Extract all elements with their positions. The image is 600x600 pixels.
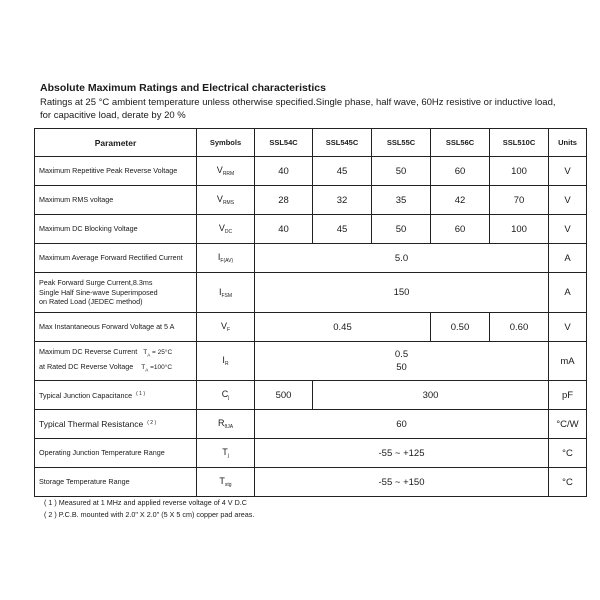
param-name: Operating Junction Temperature Range (35, 439, 197, 468)
value-cell: 50 (372, 157, 431, 186)
ratings-table (34, 128, 587, 497)
unit-cell: °C (549, 439, 587, 468)
table-row (35, 342, 587, 381)
value-cell: 60 (431, 157, 490, 186)
value-cell: 0.60 (490, 313, 549, 342)
symbol-cell: $R_{\theta JA}$ (197, 410, 255, 439)
table-row (35, 157, 587, 186)
header-model: SSL545C (313, 129, 372, 157)
value-cell: 40 (255, 157, 313, 186)
table-row (35, 273, 587, 313)
ratings-conditions-line-1: Ratings at 25 °C ambient temperature unless otherwise specified.Single phase, half wave, 60Hz resistive or inductive load, (40, 97, 556, 108)
value-cell: 100 (490, 157, 549, 186)
unit-cell: V (549, 186, 587, 215)
value-cell: 50 (372, 215, 431, 244)
value-cell: 5.0 (255, 244, 549, 273)
header-units: Units (549, 129, 587, 157)
symbol-cell: $I_{FSM}$ (197, 273, 255, 313)
symbol-cell: $T_j$ (197, 439, 255, 468)
header-parameter: Parameter (35, 129, 197, 157)
table-row (35, 313, 587, 342)
value-cell: 0.5 50 (255, 342, 549, 381)
value-cell: -55 ~ +125 (255, 439, 549, 468)
unit-cell: °C (549, 468, 587, 497)
table-row (35, 244, 587, 273)
table-row (35, 439, 587, 468)
param-name: Typical Junction Capacitance $^{( 1 )}$ (35, 381, 197, 410)
footnote-2: ( 2 ) P.C.B. mounted with 2.0" X 2.0" (5 X 5 cm) copper pad areas. (44, 510, 255, 519)
value-cell: 35 (372, 186, 431, 215)
value-cell: 70 (490, 186, 549, 215)
value-cell: 42 (431, 186, 490, 215)
header-model: SSL510C (490, 129, 549, 157)
param-name: Maximum DC Blocking Voltage (35, 215, 197, 244)
unit-cell: V (549, 157, 587, 186)
ratings-conditions-line-2: for capacitive load, derate by 20 % (40, 110, 186, 121)
value-cell: 28 (255, 186, 313, 215)
param-name: Peak Forward Surge Current,8.3ms Single Half Sine-wave Superimposed on Rated Load (JEDEC method) (35, 273, 197, 313)
param-name: Typical Thermal Resistance $^{( 2 )}$ (35, 410, 197, 439)
value-cell: 300 (313, 381, 549, 410)
value-cell: -55 ~ +150 (255, 468, 549, 497)
table-row (35, 410, 587, 439)
symbol-cell: $V_{DC}$ (197, 215, 255, 244)
unit-cell: V (549, 215, 587, 244)
table-row (35, 215, 587, 244)
value-cell: 45 (313, 157, 372, 186)
param-name: Maximum RMS voltage (35, 186, 197, 215)
symbol-cell: $I_R$ (197, 342, 255, 381)
unit-cell: A (549, 244, 587, 273)
header-model: SSL54C (255, 129, 313, 157)
footnote-1: ( 1 ) Measured at 1 MHz and applied reverse voltage of 4 V D.C (44, 498, 247, 507)
table-header-row (35, 129, 587, 157)
value-cell: 60 (431, 215, 490, 244)
symbol-cell: $V_F$ (197, 313, 255, 342)
header-symbols: Symbols (197, 129, 255, 157)
value-cell: 0.50 (431, 313, 490, 342)
symbol-cell: $V_{RMS}$ (197, 186, 255, 215)
value-cell: 0.45 (255, 313, 431, 342)
table-row (35, 381, 587, 410)
symbol-cell: $C_j$ (197, 381, 255, 410)
unit-cell: °C/W (549, 410, 587, 439)
param-name: Maximum Repetitive Peak Reverse Voltage (35, 157, 197, 186)
unit-cell: mA (549, 342, 587, 381)
symbol-cell: $T_{stg}$ (197, 468, 255, 497)
symbol-cell: $V_{RRM}$ (197, 157, 255, 186)
param-name: Max Instantaneous Forward Voltage at 5 A (35, 313, 197, 342)
value-cell: 150 (255, 273, 549, 313)
param-name: Maximum Average Forward Rectified Current (35, 244, 197, 273)
unit-cell: pF (549, 381, 587, 410)
param-name: Storage Temperature Range (35, 468, 197, 497)
value-cell: 40 (255, 215, 313, 244)
value-cell: 45 (313, 215, 372, 244)
section-title: Absolute Maximum Ratings and Electrical characteristics (40, 82, 326, 94)
header-model: SSL56C (431, 129, 490, 157)
header-model: SSL55C (372, 129, 431, 157)
value-cell: 32 (313, 186, 372, 215)
param-name: Maximum DC Reverse Current $T_A = 25^\circ C$ at Rated DC Reverse Voltage $T_A =100^\circ C$ (35, 342, 197, 381)
unit-cell: V (549, 313, 587, 342)
table-row (35, 468, 587, 497)
value-cell: 500 (255, 381, 313, 410)
symbol-cell: $I_{F(AV)}$ (197, 244, 255, 273)
unit-cell: A (549, 273, 587, 313)
table-row (35, 186, 587, 215)
value-cell: 60 (255, 410, 549, 439)
value-cell: 100 (490, 215, 549, 244)
